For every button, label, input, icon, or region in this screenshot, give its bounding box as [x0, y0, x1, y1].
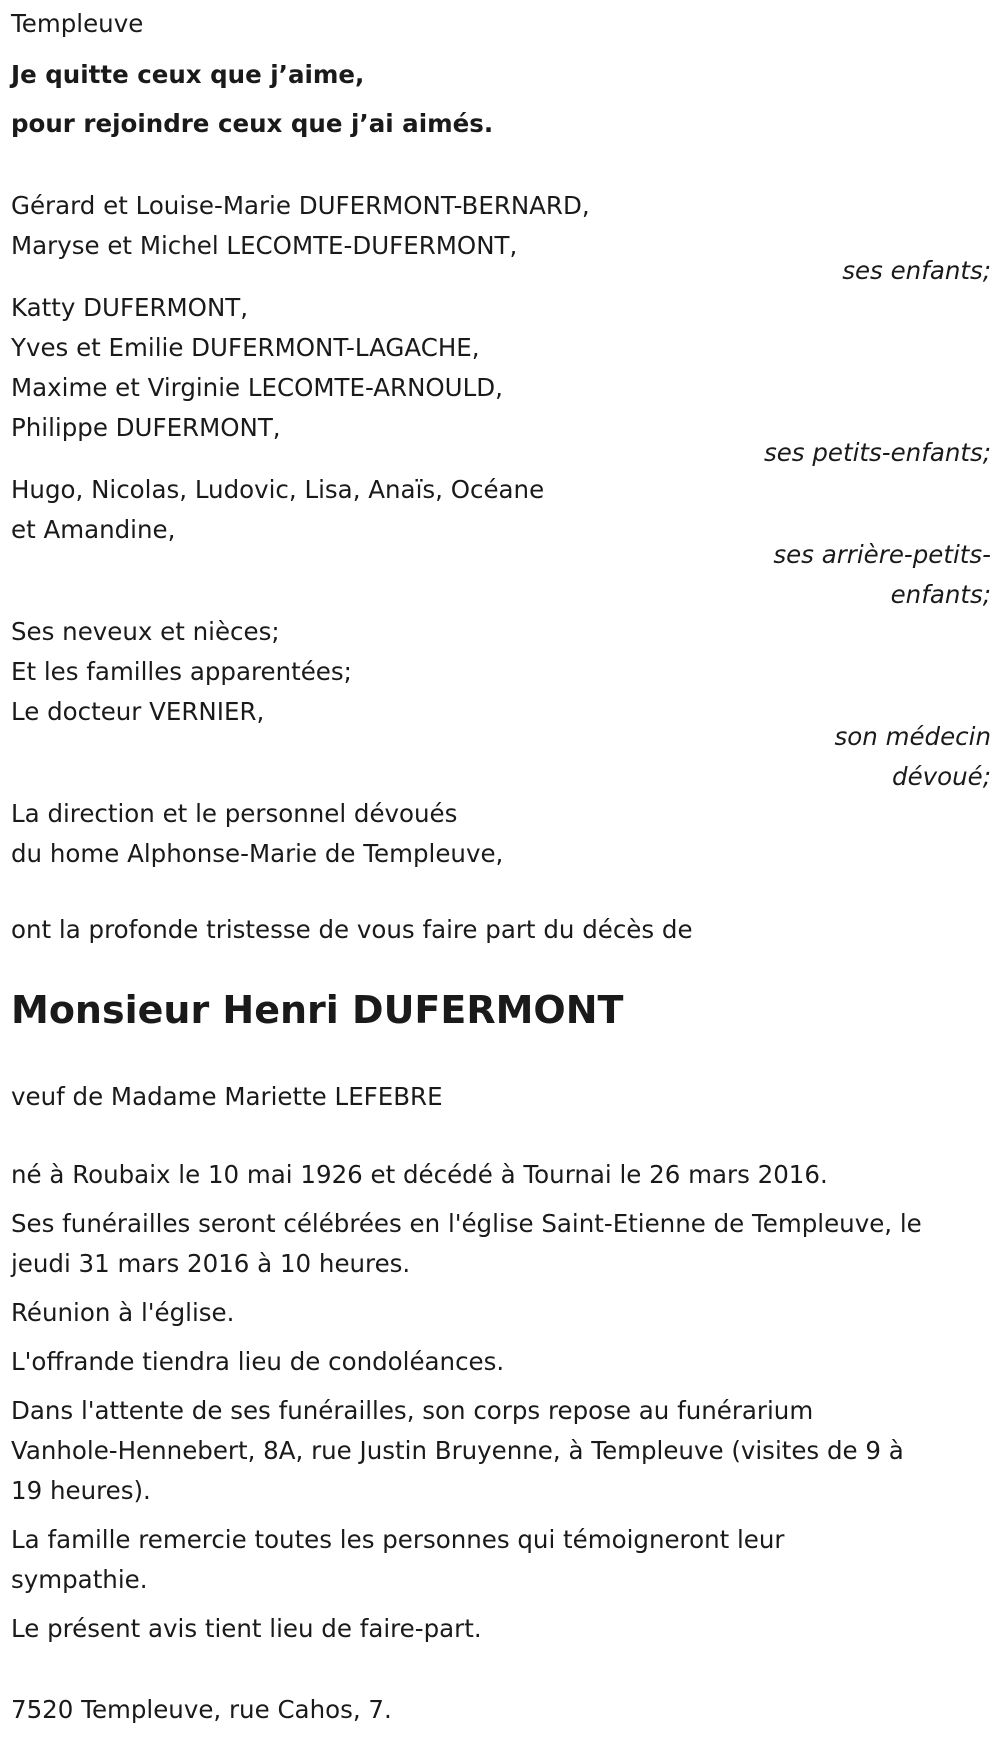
grandchildren-role: ses petits-enfants; — [763, 438, 991, 467]
birth-death-line: né à Roubaix le 10 mai 1926 et décédé à Tournai le 26 mars 2016. — [11, 1160, 828, 1189]
notice-line: Le présent avis tient lieu de faire-part. — [11, 1614, 482, 1643]
thanks-line: sympathie. — [11, 1565, 148, 1594]
spouse-line: veuf de Madame Mariette LEFEBRE — [11, 1082, 443, 1111]
great-grandchildren-role: ses arrière-petits- — [773, 540, 991, 569]
grandchild-name: Katty DUFERMONT, — [11, 293, 249, 322]
grandchild-name: Maxime et Virginie LECOMTE-ARNOULD, — [11, 373, 503, 402]
funeral-line: Ses funérailles seront célébrées en l'église Saint-Etienne de Templeuve, le — [11, 1209, 922, 1238]
grandchild-name: Yves et Emilie DUFERMONT-LAGACHE, — [11, 333, 480, 362]
great-grandchildren-names: Hugo, Nicolas, Ludovic, Lisa, Anaïs, Océane — [11, 475, 545, 504]
location-header: Templeuve — [11, 9, 144, 38]
great-grandchildren-role: enfants; — [890, 580, 991, 609]
home-staff: du home Alphonse-Marie de Templeuve, — [11, 839, 504, 868]
other-relatives: Et les familles apparentées; — [11, 657, 352, 686]
doctor-role: dévoué; — [892, 762, 991, 791]
quote-line-2: pour rejoindre ceux que j’ai aimés. — [11, 109, 494, 138]
deceased-name: Monsieur Henri DUFERMONT — [11, 988, 624, 1032]
children-role: ses enfants; — [842, 256, 991, 285]
funerarium-line: Dans l'attente de ses funérailles, son corps repose au funérarium — [11, 1396, 814, 1425]
doctor-role: son médecin — [834, 722, 991, 751]
grandchild-name: Philippe DUFERMONT, — [11, 413, 281, 442]
home-staff: La direction et le personnel dévoués — [11, 799, 458, 828]
offering-line: L'offrande tiendra lieu de condoléances. — [11, 1347, 505, 1376]
child-name: Maryse et Michel LECOMTE-DUFERMONT, — [11, 231, 518, 260]
thanks-line: La famille remercie toutes les personnes qui témoigneront leur — [11, 1525, 785, 1554]
quote-line-1: Je quitte ceux que j’aime, — [11, 60, 365, 89]
other-relatives: Ses neveux et nièces; — [11, 617, 280, 646]
child-name: Gérard et Louise-Marie DUFERMONT-BERNARD, — [11, 191, 590, 220]
funerarium-line: 19 heures). — [11, 1476, 151, 1505]
address-line: 7520 Templeuve, rue Cahos, 7. — [11, 1695, 392, 1724]
funeral-line: jeudi 31 mars 2016 à 10 heures. — [11, 1249, 411, 1278]
announcement-text: ont la profonde tristesse de vous faire part du décès de — [11, 915, 693, 944]
doctor-name: Le docteur VERNIER, — [11, 697, 265, 726]
great-grandchildren-names: et Amandine, — [11, 515, 176, 544]
funerarium-line: Vanhole-Hennebert, 8A, rue Justin Bruyenne, à Templeuve (visites de 9 à — [11, 1436, 904, 1465]
meeting-line: Réunion à l'église. — [11, 1298, 235, 1327]
